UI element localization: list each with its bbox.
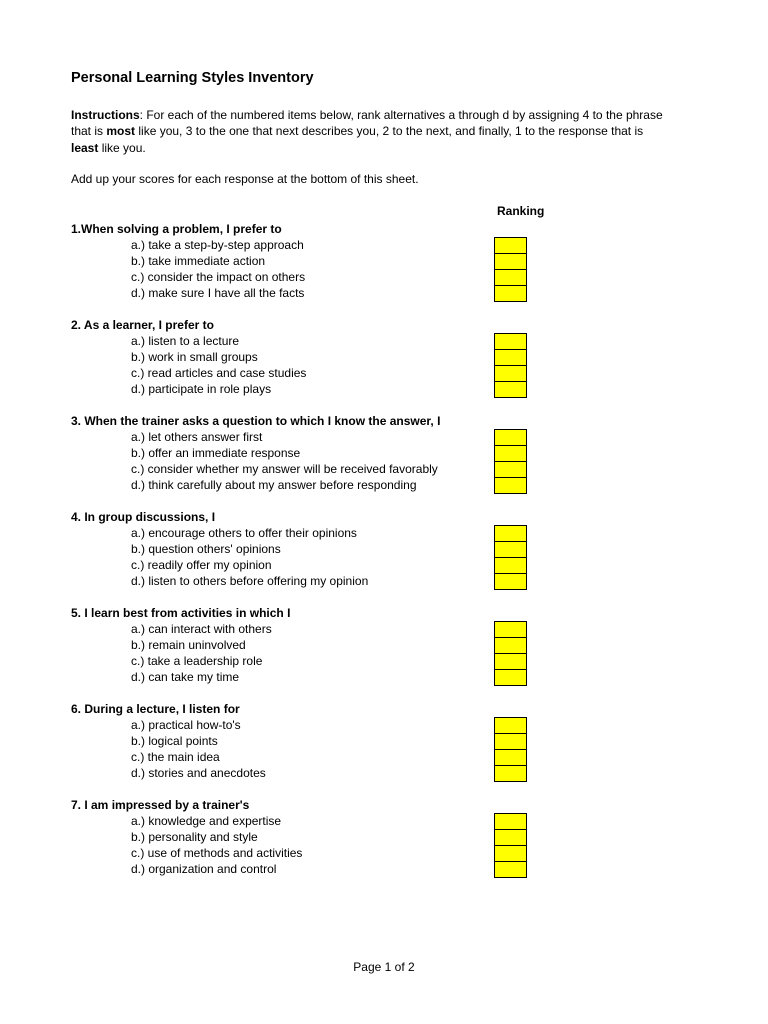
ranking-cell-5c[interactable]	[494, 654, 527, 670]
question-1-option-a: a.) take a step-by-step approach	[131, 238, 304, 252]
question-6	[71, 701, 541, 781]
ranking-cell-6d[interactable]	[494, 766, 527, 782]
instructions-text-2: like you, 3 to the one that next describes you, 2 to the next, and finally, 1 to the response that is	[135, 124, 644, 139]
question-2-option-a: a.) listen to a lecture	[131, 334, 240, 348]
ranking-cell-4c[interactable]	[494, 558, 527, 574]
ranking-cell-6b[interactable]	[494, 734, 527, 750]
question-2-option-b: b.) work in small groups	[131, 350, 258, 364]
question-6-option-a: a.) practical how-to's	[131, 718, 241, 732]
question-7	[71, 797, 541, 877]
question-4	[71, 509, 541, 589]
question-3-option-d: d.) think carefully about my answer before responding	[131, 478, 417, 492]
question-4-option-b: b.) question others' opinions	[131, 542, 281, 556]
ranking-cell-1d[interactable]	[494, 286, 527, 302]
ranking-cells-7	[494, 813, 527, 878]
question-6-option-b: b.) logical points	[131, 734, 218, 748]
ranking-cells-4	[494, 525, 527, 590]
ranking-cell-2c[interactable]	[494, 366, 527, 382]
instructions-most: most	[106, 124, 136, 139]
ranking-cells-3	[494, 429, 527, 494]
question-1-option-d: d.) make sure I have all the facts	[131, 286, 305, 300]
add-up-note: Add up your scores for each response at the bottom of this sheet.	[71, 172, 419, 186]
ranking-cell-4a[interactable]	[494, 525, 527, 542]
question-text: 3. When the trainer asks a question to which I know the answer, I	[71, 414, 441, 428]
ranking-cell-1c[interactable]	[494, 270, 527, 286]
question-text: 2. As a learner, I prefer to	[71, 318, 214, 332]
ranking-cell-6c[interactable]	[494, 750, 527, 766]
ranking-cell-4d[interactable]	[494, 574, 527, 590]
ranking-cell-2a[interactable]	[494, 333, 527, 350]
ranking-cells-2	[494, 333, 527, 398]
ranking-cell-5b[interactable]	[494, 638, 527, 654]
ranking-cells-1	[494, 237, 527, 302]
question-5-option-a: a.) can interact with others	[131, 622, 272, 636]
question-5	[71, 605, 541, 685]
question-1-option-b: b.) take immediate action	[131, 254, 266, 268]
question-4-option-a: a.) encourage others to offer their opinions	[131, 526, 357, 540]
question-text: 7. I am impressed by a trainer's	[71, 798, 250, 812]
ranking-cell-1a[interactable]	[494, 237, 527, 254]
question-5-option-d: d.) can take my time	[131, 670, 240, 684]
ranking-cells-5	[494, 621, 527, 686]
question-1-option-c: c.) consider the impact on others	[131, 270, 306, 284]
instructions-label: Instructions	[71, 108, 140, 122]
instructions-text-1: : For each of the numbered items below, rank alternatives a through d by assigning 4 to the phrase that is	[71, 108, 663, 139]
question-3-option-b: b.) offer an immediate response	[131, 446, 301, 460]
ranking-cells-6	[494, 717, 527, 782]
question-text: 1.When solving a problem, I prefer to	[71, 222, 282, 236]
ranking-cell-2b[interactable]	[494, 350, 527, 366]
ranking-cell-3b[interactable]	[494, 446, 527, 462]
ranking-header: Ranking	[497, 204, 545, 218]
ranking-cell-2d[interactable]	[494, 382, 527, 398]
instructions-least: least	[71, 140, 99, 155]
ranking-cell-4b[interactable]	[494, 542, 527, 558]
ranking-cell-7b[interactable]	[494, 830, 527, 846]
ranking-cell-7d[interactable]	[494, 862, 527, 878]
ranking-cell-5d[interactable]	[494, 670, 527, 686]
ranking-cell-3d[interactable]	[494, 478, 527, 494]
question-2-option-c: c.) read articles and case studies	[131, 366, 307, 380]
ranking-cell-3c[interactable]	[494, 462, 527, 478]
page-title: Personal Learning Styles Inventory	[71, 70, 314, 86]
question-4-option-c: c.) readily offer my opinion	[131, 558, 272, 572]
ranking-cell-7c[interactable]	[494, 846, 527, 862]
ranking-cell-6a[interactable]	[494, 717, 527, 734]
ranking-cell-7a[interactable]	[494, 813, 527, 830]
instructions-text-3: like you.	[98, 140, 146, 155]
question-2	[71, 317, 541, 397]
question-3-option-a: a.) let others answer first	[131, 430, 263, 444]
instructions	[71, 107, 671, 156]
question-text: 6. During a lecture, I listen for	[71, 702, 240, 716]
ranking-cell-1b[interactable]	[494, 254, 527, 270]
question-5-option-c: c.) take a leadership role	[131, 654, 263, 668]
page-footer: Page 1 of 2	[353, 960, 415, 974]
question-4-option-d: d.) listen to others before offering my opinion	[131, 574, 369, 588]
ranking-cell-5a[interactable]	[494, 621, 527, 638]
question-6-option-d: d.) stories and anecdotes	[131, 766, 266, 780]
question-text: 4. In group discussions, I	[71, 510, 216, 524]
question-7-option-d: d.) organization and control	[131, 862, 277, 876]
question-6-option-c: c.) the main idea	[131, 750, 220, 764]
question-5-option-b: b.) remain uninvolved	[131, 638, 246, 652]
question-3-option-c: c.) consider whether my answer will be received favorably	[131, 462, 438, 476]
question-7-option-c: c.) use of methods and activities	[131, 846, 303, 860]
question-1	[71, 221, 541, 301]
question-3	[71, 413, 541, 493]
question-2-option-d: d.) participate in role plays	[131, 382, 272, 396]
ranking-cell-3a[interactable]	[494, 429, 527, 446]
question-7-option-b: b.) personality and style	[131, 830, 258, 844]
question-text: 5. I learn best from activities in which I	[71, 606, 291, 620]
question-7-option-a: a.) knowledge and expertise	[131, 814, 282, 828]
